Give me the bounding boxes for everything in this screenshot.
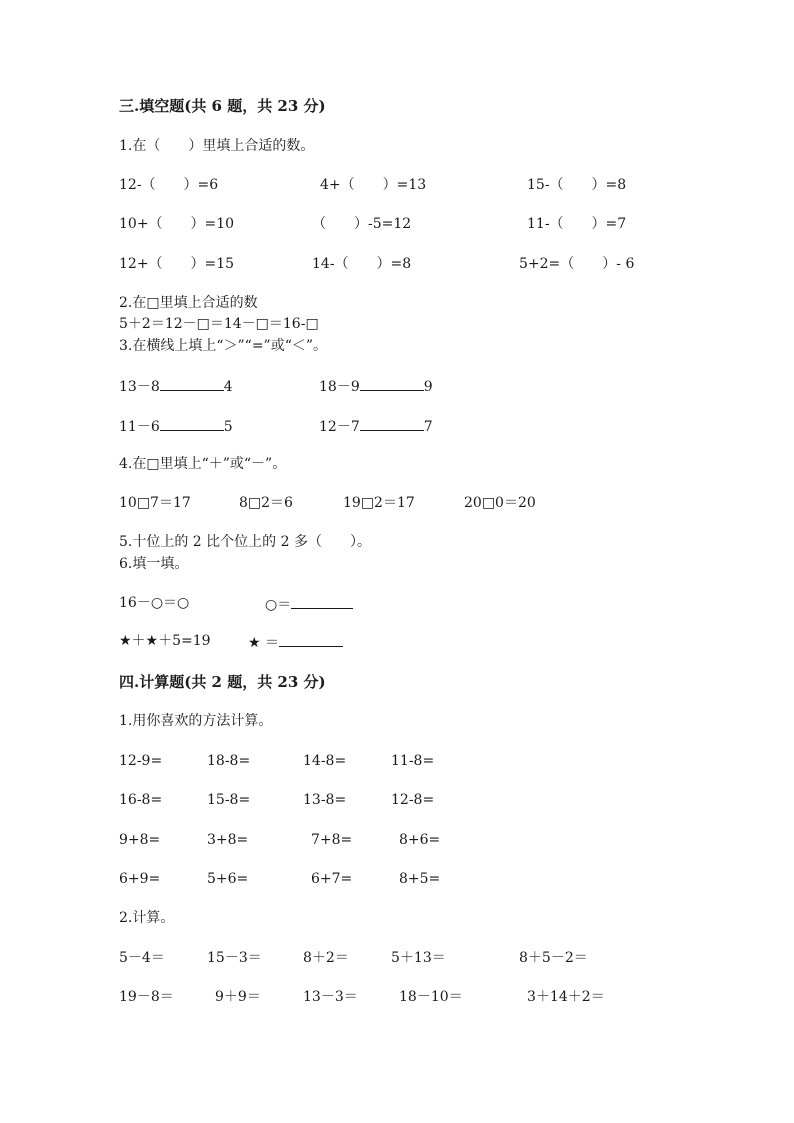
s4-q1-cell: 7+8= [311,832,353,848]
s4-q2-title: 2.计算。 [119,910,175,926]
s3-q3-left: 12－7 [319,419,360,435]
s3-q3-title: 3.在横线上填上“＞”“=”或“＜”。 [119,338,328,354]
s4-q1-cell: 8+5= [399,871,441,887]
s4-q1-cell: 14-8= [303,753,347,769]
answer-blank[interactable] [360,416,424,431]
s3-q1-cell: 4+（ ）=13 [320,177,427,193]
s3-q3-item [319,416,433,436]
answer-blank[interactable] [160,416,224,431]
s4-q2-cell: 9＋9＝ [215,989,261,1005]
s3-q4-item: 20□0＝20 [464,495,536,511]
s4-q1-cell: 15-8= [207,792,251,808]
s4-q1-cell: 6+9= [119,871,161,887]
s4-q2-cell: 8＋5－2＝ [519,950,588,966]
s3-q1-title: 1.在（ ）里填上合适的数。 [119,138,315,154]
s4-q2-cell: 15－3＝ [207,950,262,966]
s3-q3-item [319,376,433,396]
s4-q2-cell: 13－3＝ [303,989,358,1005]
s4-q2-cell: 19－8＝ [119,989,174,1005]
s3-q6-title: 6.填一填。 [119,556,189,572]
s4-q1-cell: 3+8= [207,832,249,848]
s3-q3-right: 7 [423,419,433,435]
s3-q3-right: 5 [223,419,233,435]
s4-q1-cell: 13-8= [303,792,347,808]
s4-q1-cell: 6+7= [311,871,353,887]
s3-q3-left: 13－8 [119,379,160,395]
s3-q1-cell: 12-（ ）=6 [119,177,219,193]
s4-q1-cell: 16-8= [119,792,163,808]
answer-blank[interactable] [279,632,343,647]
s3-q2-line: 5＋2＝12－□＝14－□＝16-□ [119,316,319,332]
s4-q2-cell: 5＋13＝ [391,950,446,966]
s4-q1-cell: 12-9= [119,753,163,769]
s4-q1-cell: 12-8= [391,792,435,808]
s3-q4-item: 10□7＝17 [119,495,191,511]
s3-q5-title: 5.十位上的 2 比个位上的 2 多（ ）。 [119,534,371,550]
s3-q6-line2-right [248,632,343,652]
s3-q6-line1-left: 16－○＝○ [119,595,190,611]
s3-q6-line1-right [265,594,353,614]
s3-q3-right: 4 [223,379,233,395]
s3-q3-item [119,376,233,396]
s3-q1-cell: 10+（ ）=10 [119,216,235,232]
s4-q1-cell: 5+6= [207,871,249,887]
s3-q3-left: 18－9 [319,379,360,395]
section3-heading: 三.填空题(共 6 题，共 23 分) [119,97,326,115]
s3-q4-item: 19□2＝17 [343,495,415,511]
s3-q1-cell: 11-（ ）=7 [527,216,627,232]
s4-q2-cell: 3＋14＋2＝ [527,989,605,1005]
s3-q6-line2-left: ★＋★＋5=19 [119,633,211,649]
answer-blank[interactable] [291,594,353,609]
section4-heading: 四.计算题(共 2 题，共 23 分) [119,673,326,691]
s3-q4-item: 8□2＝6 [239,495,293,511]
s3-q1-cell: 14-（ ）=8 [312,256,412,272]
s3-q1-cell: 12+（ ）=15 [119,256,235,272]
s4-q2-cell: 5－4＝ [119,950,165,966]
s3-q3-right: 9 [423,379,433,395]
s4-q2-cell: 18－10＝ [399,989,463,1005]
answer-blank[interactable] [160,376,224,391]
s4-q2-cell: 8＋2＝ [303,950,349,966]
s4-q1-cell: 11-8= [391,753,435,769]
s4-q1-title: 1.用你喜欢的方法计算。 [119,713,273,729]
s3-q2-title: 2.在□里填上合适的数 [119,295,258,311]
s4-q1-cell: 9+8= [119,832,161,848]
s3-q1-cell: 15-（ ）=8 [527,177,627,193]
s3-q3-item [119,416,233,436]
s3-q6-label: ★ ＝ [248,635,280,651]
s3-q1-cell: （ ）-5=12 [312,216,412,232]
answer-blank[interactable] [360,376,424,391]
s3-q4-title: 4.在□里填上“＋”或“－”。 [119,456,287,472]
s3-q1-cell: 5+2=（ ）- 6 [519,256,635,272]
s4-q1-cell: 8+6= [399,832,441,848]
s4-q1-cell: 18-8= [207,753,251,769]
s3-q3-left: 11－6 [119,419,160,435]
s3-q6-label: ○＝ [265,597,292,613]
